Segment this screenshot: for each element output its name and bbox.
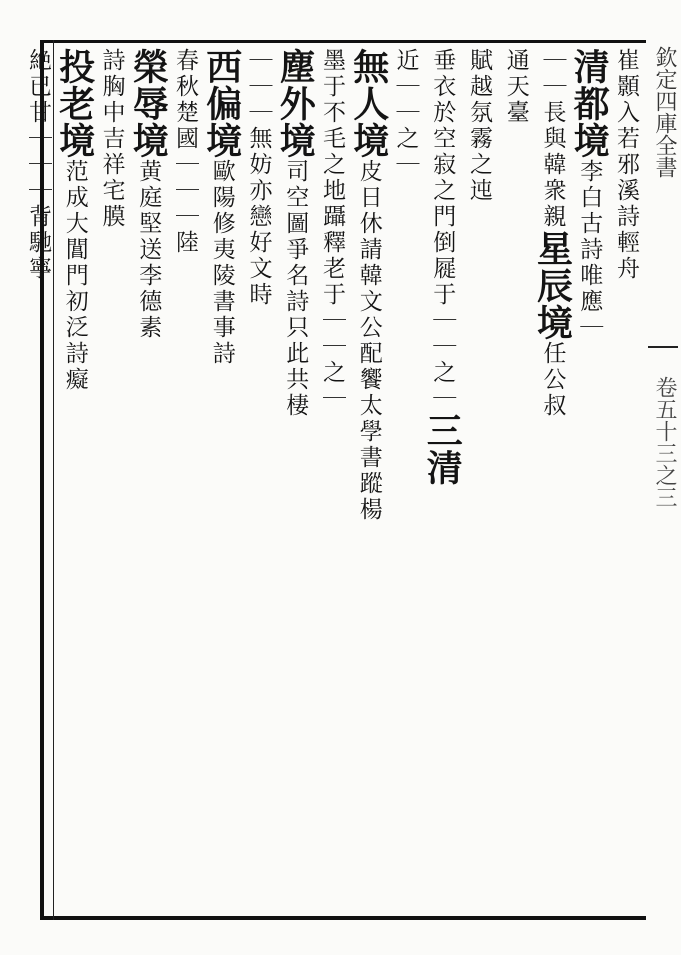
text-column-14: 榮辱境黄庭堅送李德素 (127, 48, 170, 341)
text-column-4: 通天臺 (502, 48, 529, 126)
text-column-6: 垂衣於空寂之門倒屣于｜｜之｜三清 (421, 48, 464, 486)
volume-number: 卷五十三之三 (652, 376, 677, 508)
text-column-11: ｜｜｜無妨亦戀好文時 (245, 48, 272, 308)
entry-heading: 清都境 (568, 48, 611, 159)
text-column-9: 墨于不毛之地躡釋老于｜｜之｜ (319, 48, 345, 412)
text-column-13: 春秋楚國｜｜｜陸 (172, 48, 198, 256)
entry-heading: 西偏境 (200, 48, 243, 159)
text-column-1: 崔顥入若邪溪詩輕舟 (613, 48, 639, 282)
entry-heading: 無人境 (347, 48, 390, 159)
entry-heading: 投老境 (53, 48, 96, 159)
entry-heading: 三清 (421, 412, 464, 486)
text-column-15: 詩胸中吉祥宅膜 (98, 48, 125, 230)
text-column-12: 西偏境歐陽修夷陵書事詩 (200, 48, 243, 367)
text-column-5: 賦越氛霧之迍 (466, 48, 492, 204)
page-margin (648, 46, 681, 926)
entry-heading: 星辰境 (531, 230, 574, 341)
text-column-8: 無人境皮日休請韓文公配饗太學書蹤楊 (347, 48, 390, 523)
book-title: 欽定四庫全書 (652, 46, 677, 178)
text-columns (25, 48, 644, 908)
entry-heading: 塵外境 (274, 48, 317, 159)
text-column-10: 塵外境司空圖爭名詩只此共棲 (274, 48, 317, 419)
text-column-2: 清都境李白古詩唯應｜ (568, 48, 611, 341)
entry-heading: 榮辱境 (127, 48, 170, 159)
text-column-16: 投老境范成大閶門初泛詩癡 (53, 48, 96, 393)
margin-divider (648, 346, 678, 348)
text-column-3: ｜｜長與韓衆親星辰境任公叔 (531, 48, 574, 419)
text-column-7: 近｜｜之｜ (392, 48, 419, 178)
text-column-17: 絶已甘｜｜｜背馳寧 (25, 48, 51, 282)
